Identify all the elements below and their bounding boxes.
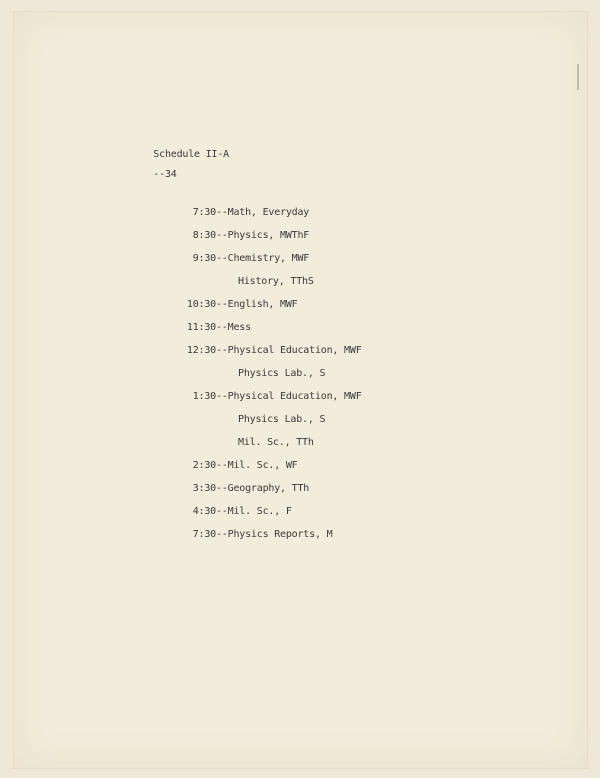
schedule-entry: Physics Lab., S	[238, 414, 326, 425]
schedule-time: 2:30	[192, 460, 216, 471]
schedule-time: 12:30	[186, 345, 216, 356]
schedule-entry: --Math, Everyday	[216, 207, 310, 218]
schedule-time: 11:30	[186, 322, 216, 333]
schedule-time: 3:30	[192, 483, 216, 494]
schedule-row	[180, 323, 251, 333]
schedule-row	[238, 438, 314, 448]
schedule-row	[238, 369, 325, 379]
schedule-entry: Physics Lab., S	[238, 368, 326, 379]
schedule-row	[180, 484, 309, 494]
schedule-entry: --Physics Reports, M	[216, 529, 333, 540]
schedule-time: 7:30	[192, 529, 216, 540]
schedule-time: 8:30	[192, 230, 216, 241]
schedule-row	[180, 231, 309, 241]
schedule-entry: --Mil. Sc., WF	[216, 460, 298, 471]
schedule-time: 4:30	[192, 506, 216, 517]
schedule-entry: --Geography, TTh	[216, 483, 310, 494]
schedule-entry: History, TThS	[238, 276, 314, 287]
schedule-title: Schedule II-A	[153, 149, 229, 160]
schedule-entry: --Physical Education, MWF	[216, 345, 362, 356]
schedule-entry: --Mess	[216, 322, 251, 333]
schedule-time: 10:30	[186, 299, 216, 310]
schedule-row	[180, 461, 298, 471]
schedule-time: 1:30	[192, 391, 216, 402]
schedule-entry: --Mil. Sc., F	[216, 506, 292, 517]
schedule-row	[180, 507, 292, 517]
schedule-row	[180, 254, 309, 264]
schedule-row	[180, 208, 309, 218]
schedule-entry: --Physics, MWThF	[216, 230, 310, 241]
schedule-entry: --English, MWF	[216, 299, 298, 310]
schedule-row	[238, 415, 325, 425]
page-edge-mark	[577, 64, 579, 90]
schedule-entry: --Physical Education, MWF	[216, 391, 362, 402]
schedule-entry: --Chemistry, MWF	[216, 253, 310, 264]
page-number: --34	[153, 169, 177, 180]
schedule-time: 9:30	[192, 253, 216, 264]
schedule-row	[180, 530, 332, 540]
schedule-time: 7:30	[192, 207, 216, 218]
document-header	[130, 140, 229, 190]
schedule-entry: Mil. Sc., TTh	[238, 437, 314, 448]
schedule-row	[238, 277, 314, 287]
document-page	[14, 12, 587, 768]
schedule-row	[180, 300, 298, 310]
schedule-row	[180, 392, 362, 402]
schedule-row	[180, 346, 362, 356]
